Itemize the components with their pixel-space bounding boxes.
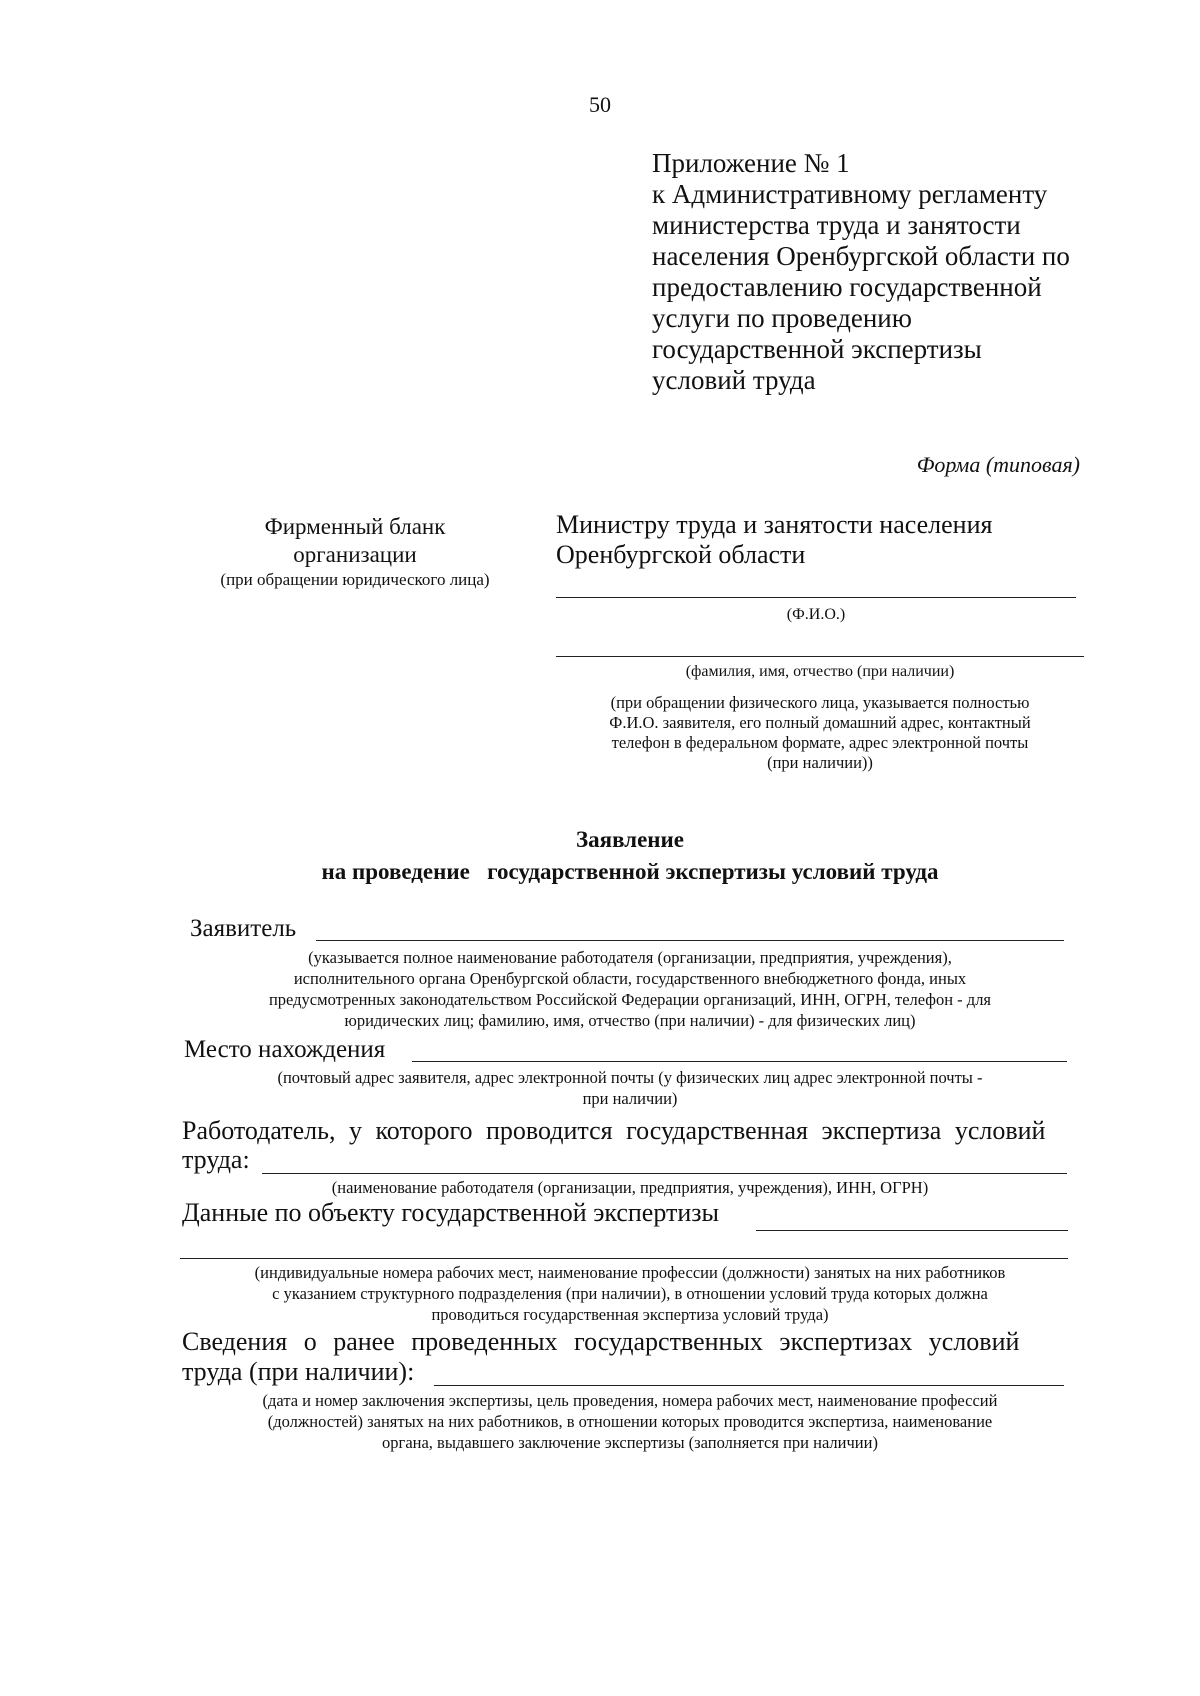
appendix-line: населения Оренбургской области по [652, 241, 1070, 271]
previous-label: Сведения о ранее проведенных государственных экспертизах условий [182, 1327, 1020, 1356]
object-note-line: с указанием структурного подразделения (при наличии), в отношении условий труда которых должна [272, 1284, 988, 1303]
location-note-line: при наличии) [582, 1089, 678, 1108]
object-note-line: проводиться государственная экспертиза условий труда) [431, 1305, 829, 1324]
object-input-line[interactable] [756, 1230, 1068, 1231]
letterhead-block [180, 513, 530, 591]
applicant-note [180, 947, 1080, 1031]
applicant-note-line: юридических лиц; фамилию, имя, отчество (при наличии) - для физических лиц) [344, 1011, 916, 1030]
employer-input-line[interactable] [262, 1173, 1067, 1174]
fio-input-line[interactable] [556, 597, 1076, 598]
full-name-caption: (фамилия, имя, отчество (при наличии) [685, 663, 955, 680]
location-note-line: (почтовый адрес заявителя, адрес электронной почты (у физических лиц адрес электронной почты - [277, 1068, 983, 1087]
previous-note-line: органа, выдавшего заключение экспертизы (заполняется при наличии) [382, 1433, 878, 1452]
previous-note-line: (должностей) занятых на них работников, в отношении которых проводится экспертиза, наименование [267, 1412, 993, 1431]
letterhead-note: (при обращении юридического лица) [220, 570, 490, 589]
addressee-note-line: (при обращении физического лица, указывается полностью [610, 693, 1030, 712]
appendix-line: к Административному регламенту [652, 179, 1048, 209]
previous-note [180, 1390, 1080, 1453]
addressee-block [556, 510, 992, 570]
letterhead-line: организации [293, 542, 417, 567]
form-type-label: Форма (типовая) [916, 452, 1080, 477]
employer-label-cont: труда: [182, 1145, 250, 1174]
addressee-note [560, 693, 1080, 773]
applicant-label: Заявитель [190, 915, 297, 942]
document-subtitle: на проведение государственной экспертизы условий труда [321, 859, 939, 884]
document-title: Заявление [575, 827, 685, 852]
addressee-line: Министру труда и занятости населения [556, 510, 993, 539]
object-input-line-2[interactable] [180, 1258, 1068, 1259]
previous-label-cont: труда (при наличии): [182, 1357, 415, 1386]
appendix-header [652, 148, 1122, 396]
appendix-line: условий труда [652, 365, 816, 395]
previous-input-line[interactable] [434, 1385, 1064, 1386]
appendix-line: министерства труда и занятости [652, 210, 1021, 240]
fio-caption: (Ф.И.О.) [786, 606, 846, 623]
addressee-note-line: (при наличии)) [767, 753, 873, 772]
full-name-input-line[interactable] [556, 656, 1084, 657]
previous-note-line: (дата и номер заключения экспертизы, цель проведения, номера рабочих мест, наименование профессий [262, 1391, 998, 1410]
location-input-line[interactable] [412, 1061, 1067, 1062]
applicant-note-line: (указывается полное наименование работодателя (организации, предприятия, учреждения), [308, 948, 952, 967]
location-label: Место нахождения [184, 1036, 386, 1063]
employer-note: (наименование работодателя (организации, предприятия, учреждения), ИНН, ОГРН) [331, 1178, 929, 1197]
applicant-note-line: исполнительного органа Оренбургской области, государственного внебюджетного фонда, иных [293, 969, 967, 988]
appendix-line: предоставлению государственной [652, 272, 1042, 302]
addressee-note-line: Ф.И.О. заявителя, его полный домашний адрес, контактный [609, 713, 1031, 732]
applicant-input-line[interactable] [316, 940, 1064, 941]
appendix-line: Приложение № 1 [652, 148, 850, 178]
employer-label: Работодатель, у которого проводится государственная экспертиза условий [182, 1116, 1046, 1145]
location-note [180, 1067, 1080, 1109]
object-note [180, 1262, 1080, 1325]
object-label: Данные по объекту государственной экспертизы [182, 1198, 720, 1227]
object-note-line: (индивидуальные номера рабочих мест, наименование профессии (должности) занятых на них работников [254, 1263, 1006, 1282]
letterhead-line: Фирменный бланк [264, 514, 446, 539]
addressee-line: Оренбургской области [556, 540, 806, 569]
page-number: 50 [589, 92, 611, 117]
appendix-line: государственной экспертизы [652, 334, 982, 364]
appendix-line: услуги по проведению [652, 303, 912, 333]
applicant-note-line: предусмотренных законодательством Российской Федерации организаций, ИНН, ОГРН, телефон - для [268, 990, 992, 1009]
addressee-note-line: телефон в федеральном формате, адрес электронной почты [611, 733, 1029, 752]
